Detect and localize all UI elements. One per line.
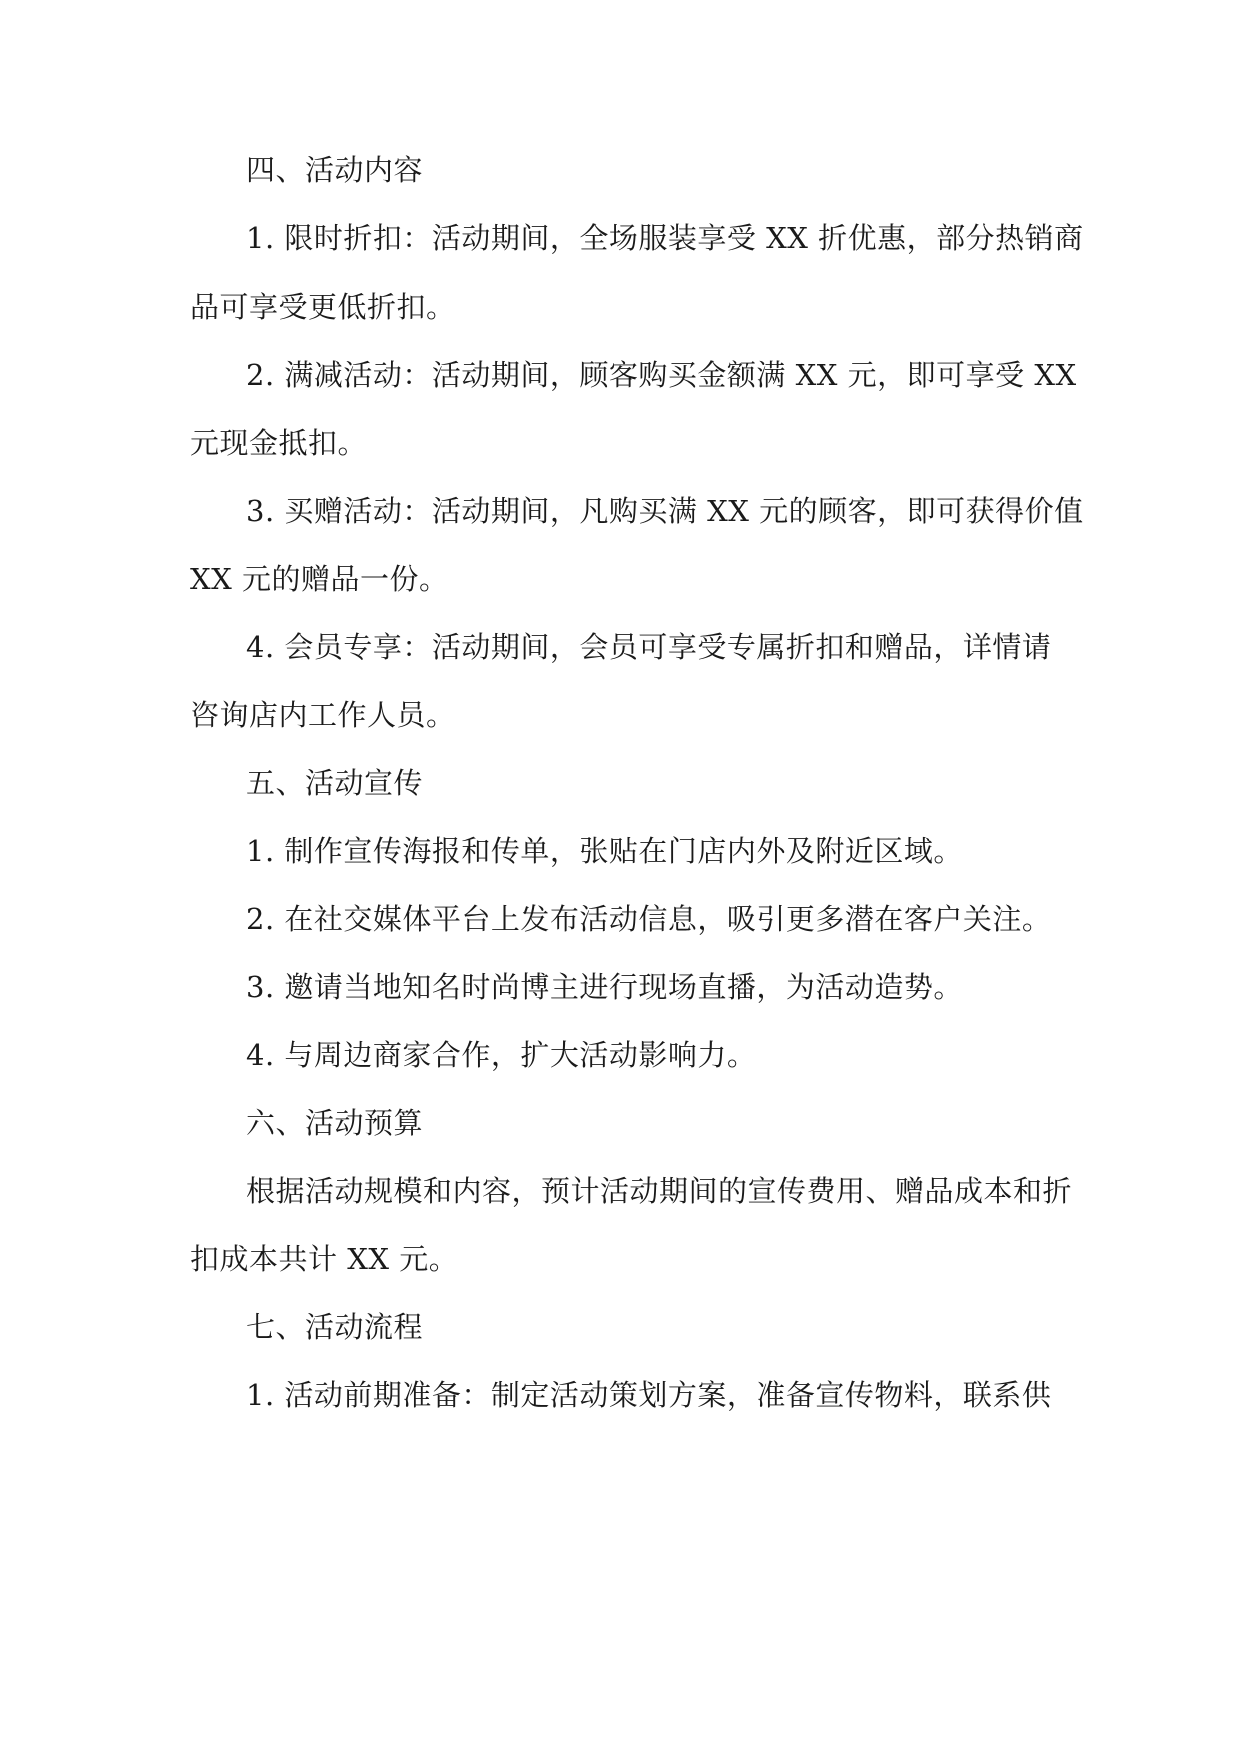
paragraph-line: 扣成本共计 XX 元。	[190, 1242, 459, 1276]
paragraph-line: 元现金抵扣。	[190, 426, 368, 460]
paragraph-line: 3. 邀请当地知名时尚博主进行现场直播，为活动造势。	[246, 970, 963, 1004]
paragraph-line: 2. 满减活动：活动期间，顾客购买金额满 XX 元，即可享受 XX	[246, 358, 1077, 392]
paragraph-line: 4. 会员专享：活动期间，会员可享受专属折扣和赠品，详情请	[246, 630, 1052, 664]
paragraph-line: 1. 限时折扣：活动期间，全场服装享受 XX 折优惠，部分热销商	[246, 221, 1084, 255]
paragraph-line: 4. 与周边商家合作，扩大活动影响力。	[246, 1038, 757, 1072]
paragraph-line: XX 元的赠品一份。	[190, 562, 449, 596]
section-heading-activity-budget: 六、活动预算	[246, 1106, 424, 1140]
paragraph-line: 1. 活动前期准备：制定活动策划方案，准备宣传物料，联系供	[246, 1378, 1052, 1412]
paragraph-line: 3. 买赠活动：活动期间，凡购买满 XX 元的顾客，即可获得价值	[246, 494, 1084, 528]
paragraph-line: 品可享受更低折扣。	[190, 290, 456, 324]
section-heading-activity-content: 四、活动内容	[246, 153, 424, 187]
paragraph-line: 根据活动规模和内容，预计活动期间的宣传费用、赠品成本和折	[246, 1174, 1073, 1208]
paragraph-line: 咨询店内工作人员。	[190, 698, 456, 732]
paragraph-line: 2. 在社交媒体平台上发布活动信息，吸引更多潜在客户关注。	[246, 902, 1052, 936]
paragraph-line: 1. 制作宣传海报和传单，张贴在门店内外及附近区域。	[246, 834, 963, 868]
section-heading-activity-promotion: 五、活动宣传	[246, 766, 424, 800]
section-heading-activity-process: 七、活动流程	[246, 1310, 424, 1344]
